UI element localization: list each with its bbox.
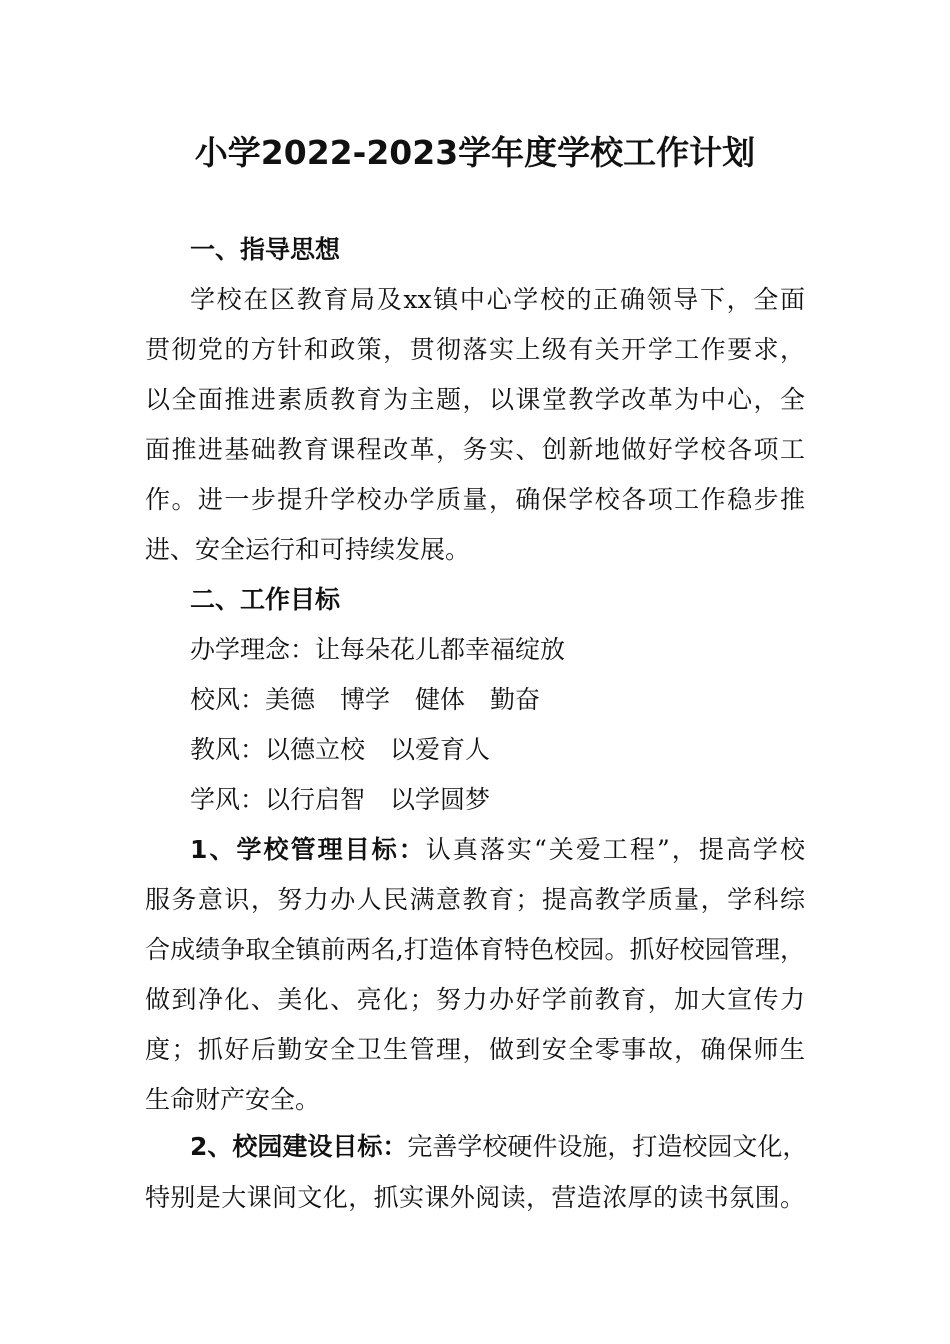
document-title: 小学2022-2023学年度学校工作计划 <box>194 133 756 172</box>
goal1-text: 认真落实“关爱工程”，提高学校 <box>425 835 805 864</box>
paragraph-line: 进、安全运行和可持续发展。 <box>145 535 471 564</box>
paragraph-line: 度；抓好后勤安全卫生管理，做到安全零事故，确保师生 <box>145 1035 805 1064</box>
paragraph-line: 贯彻党的方针和政策，贯彻落实上级有关开学工作要求， <box>145 335 805 364</box>
motto-line: 教风：以德立校 以爱育人 <box>190 735 491 764</box>
paragraph-line: 合成绩争取全镇前两名,打造体育特色校园。抓好校园管理， <box>145 935 805 964</box>
paragraph-line: 面推进基础教育课程改革，务实、创新地做好学校各项工 <box>145 435 805 464</box>
goal2-text: 完善学校硬件设施，打造校园文化， <box>407 1132 808 1161</box>
paragraph-line: 学校在区教育局及xx镇中心学校的正确领导下，全面 <box>190 285 805 314</box>
section-heading-guiding-ideology: 一、指导思想 <box>190 235 341 264</box>
motto-line: 校风：美德 博学 健体 勤奋 <box>190 685 541 714</box>
goal2-label: 2、校园建设目标： <box>190 1132 408 1161</box>
goal2-first-line <box>190 1122 808 1172</box>
motto-line: 办学理念：让每朵花儿都幸福绽放 <box>190 635 566 664</box>
paragraph-line: 做到净化、美化、亮化；努力办好学前教育，加大宣传力 <box>145 985 805 1014</box>
goal1-label: 1、学校管理目标： <box>190 835 426 864</box>
goal1-first-line <box>190 825 805 875</box>
motto-line: 学风：以行启智 以学圆梦 <box>190 785 491 814</box>
paragraph-line: 以全面推进素质教育为主题，以课堂教学改革为中心，全 <box>145 385 805 414</box>
paragraph-line: 特别是大课间文化，抓实课外阅读，营造浓厚的读书氛围。 <box>145 1183 805 1212</box>
section-heading-work-goals: 二、工作目标 <box>190 585 341 614</box>
paragraph-line: 服务意识，努力办人民满意教育；提高教学质量，学科综 <box>145 885 805 914</box>
paragraph-line: 生命财产安全。 <box>145 1085 321 1114</box>
paragraph-line: 作。进一步提升学校办学质量，确保学校各项工作稳步推 <box>145 485 805 514</box>
